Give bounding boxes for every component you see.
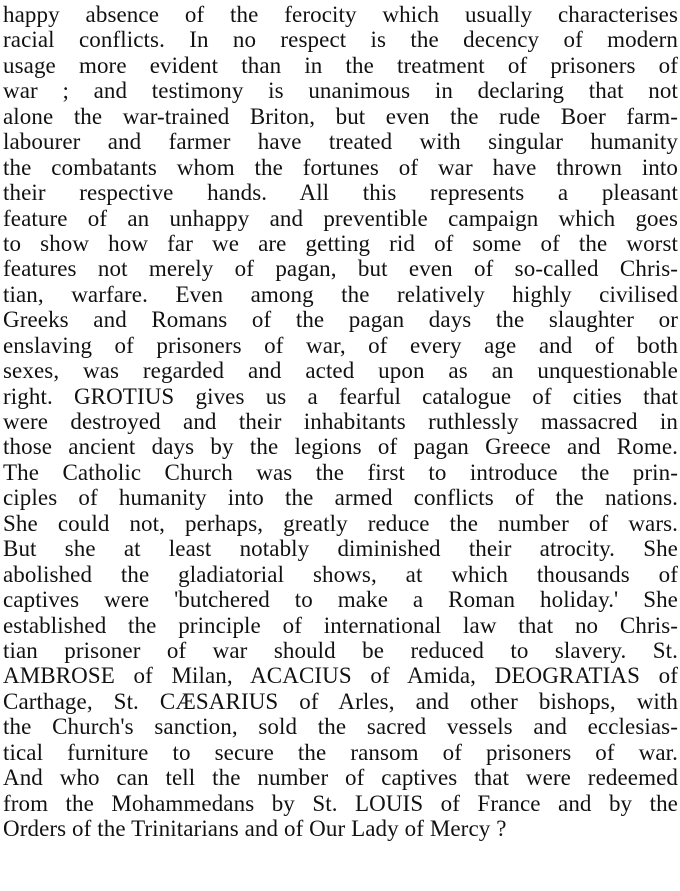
text-line: Greeks and Romans of the pagan days the slaughter or — [3, 307, 678, 333]
text-line: tical furniture to secure the ransom of prisoners of war. — [3, 739, 678, 765]
text-line: She could not, perhaps, greatly reduce the number of wars. — [3, 510, 678, 536]
text-line: tian, warfare. Even among the relatively highly civilised — [3, 281, 678, 307]
text-line: were destroyed and their inhabitants ruthlessly massacred in — [3, 409, 678, 434]
text-line: But she at least notably diminished their atrocity. She — [3, 536, 678, 562]
text-line: ciples of humanity into the armed conflicts of the nations. — [3, 485, 678, 511]
text-line: usage more evident than in the treatment of prisoners of — [3, 52, 678, 78]
text-line: from the Mohammedans by St. LOUIS of France and by the — [3, 790, 678, 816]
text-line: labourer and farmer have treated with singular humanity — [3, 129, 678, 155]
text-line: right. GROTIUS gives us a fearful catalogue of cities that — [3, 383, 678, 409]
text-line: sexes, was regarded and acted upon as an unquestionable — [3, 358, 678, 384]
text-line: the combatants whom the fortunes of war have thrown into — [3, 154, 678, 180]
text-line: Carthage, St. CÆSARIUS of Arles, and other bishops, with — [3, 688, 678, 714]
text-line: feature of an unhappy and preventible campaign which goes — [3, 205, 678, 231]
text-line: The Catholic Church was the first to introduce the prin- — [3, 459, 678, 485]
text-line: war ; and testimony is unanimous in declaring that not — [3, 78, 678, 104]
text-line: abolished the gladiatorial shows, at which thousands of — [3, 561, 678, 587]
text-line: happy absence of the ferocity which usually characterises — [3, 2, 678, 27]
text-line: those ancient days by the legions of pagan Greece and Rome. — [3, 434, 678, 460]
text-line: And who can tell the number of captives that were redeemed — [3, 765, 678, 791]
text-line: racial conflicts. In no respect is the decency of modern — [3, 27, 678, 53]
text-line: features not merely of pagan, but even of so-called Chris- — [3, 256, 678, 282]
text-line: enslaving of prisoners of war, of every age and of both — [3, 332, 678, 358]
text-line: alone the war-trained Briton, but even the rude Boer farm- — [3, 103, 678, 129]
text-line: tian prisoner of war should be reduced to slavery. St. — [3, 637, 678, 663]
text-line: the Church's sanction, sold the sacred vessels and ecclesias- — [3, 714, 678, 740]
text-line: AMBROSE of Milan, ACACIUS of Amida, DEOGRATIAS of — [3, 663, 678, 689]
text-line: captives were 'butchered to make a Roman holiday.' She — [3, 587, 678, 613]
text-line: their respective hands. All this represents a pleasant — [3, 180, 678, 206]
text-line: Orders of the Trinitarians and of Our Lady of Mercy ? — [3, 816, 507, 841]
text-line: to show how far we are getting rid of some of the worst — [3, 230, 678, 256]
text-line: established the principle of international law that no Chris- — [3, 612, 678, 638]
